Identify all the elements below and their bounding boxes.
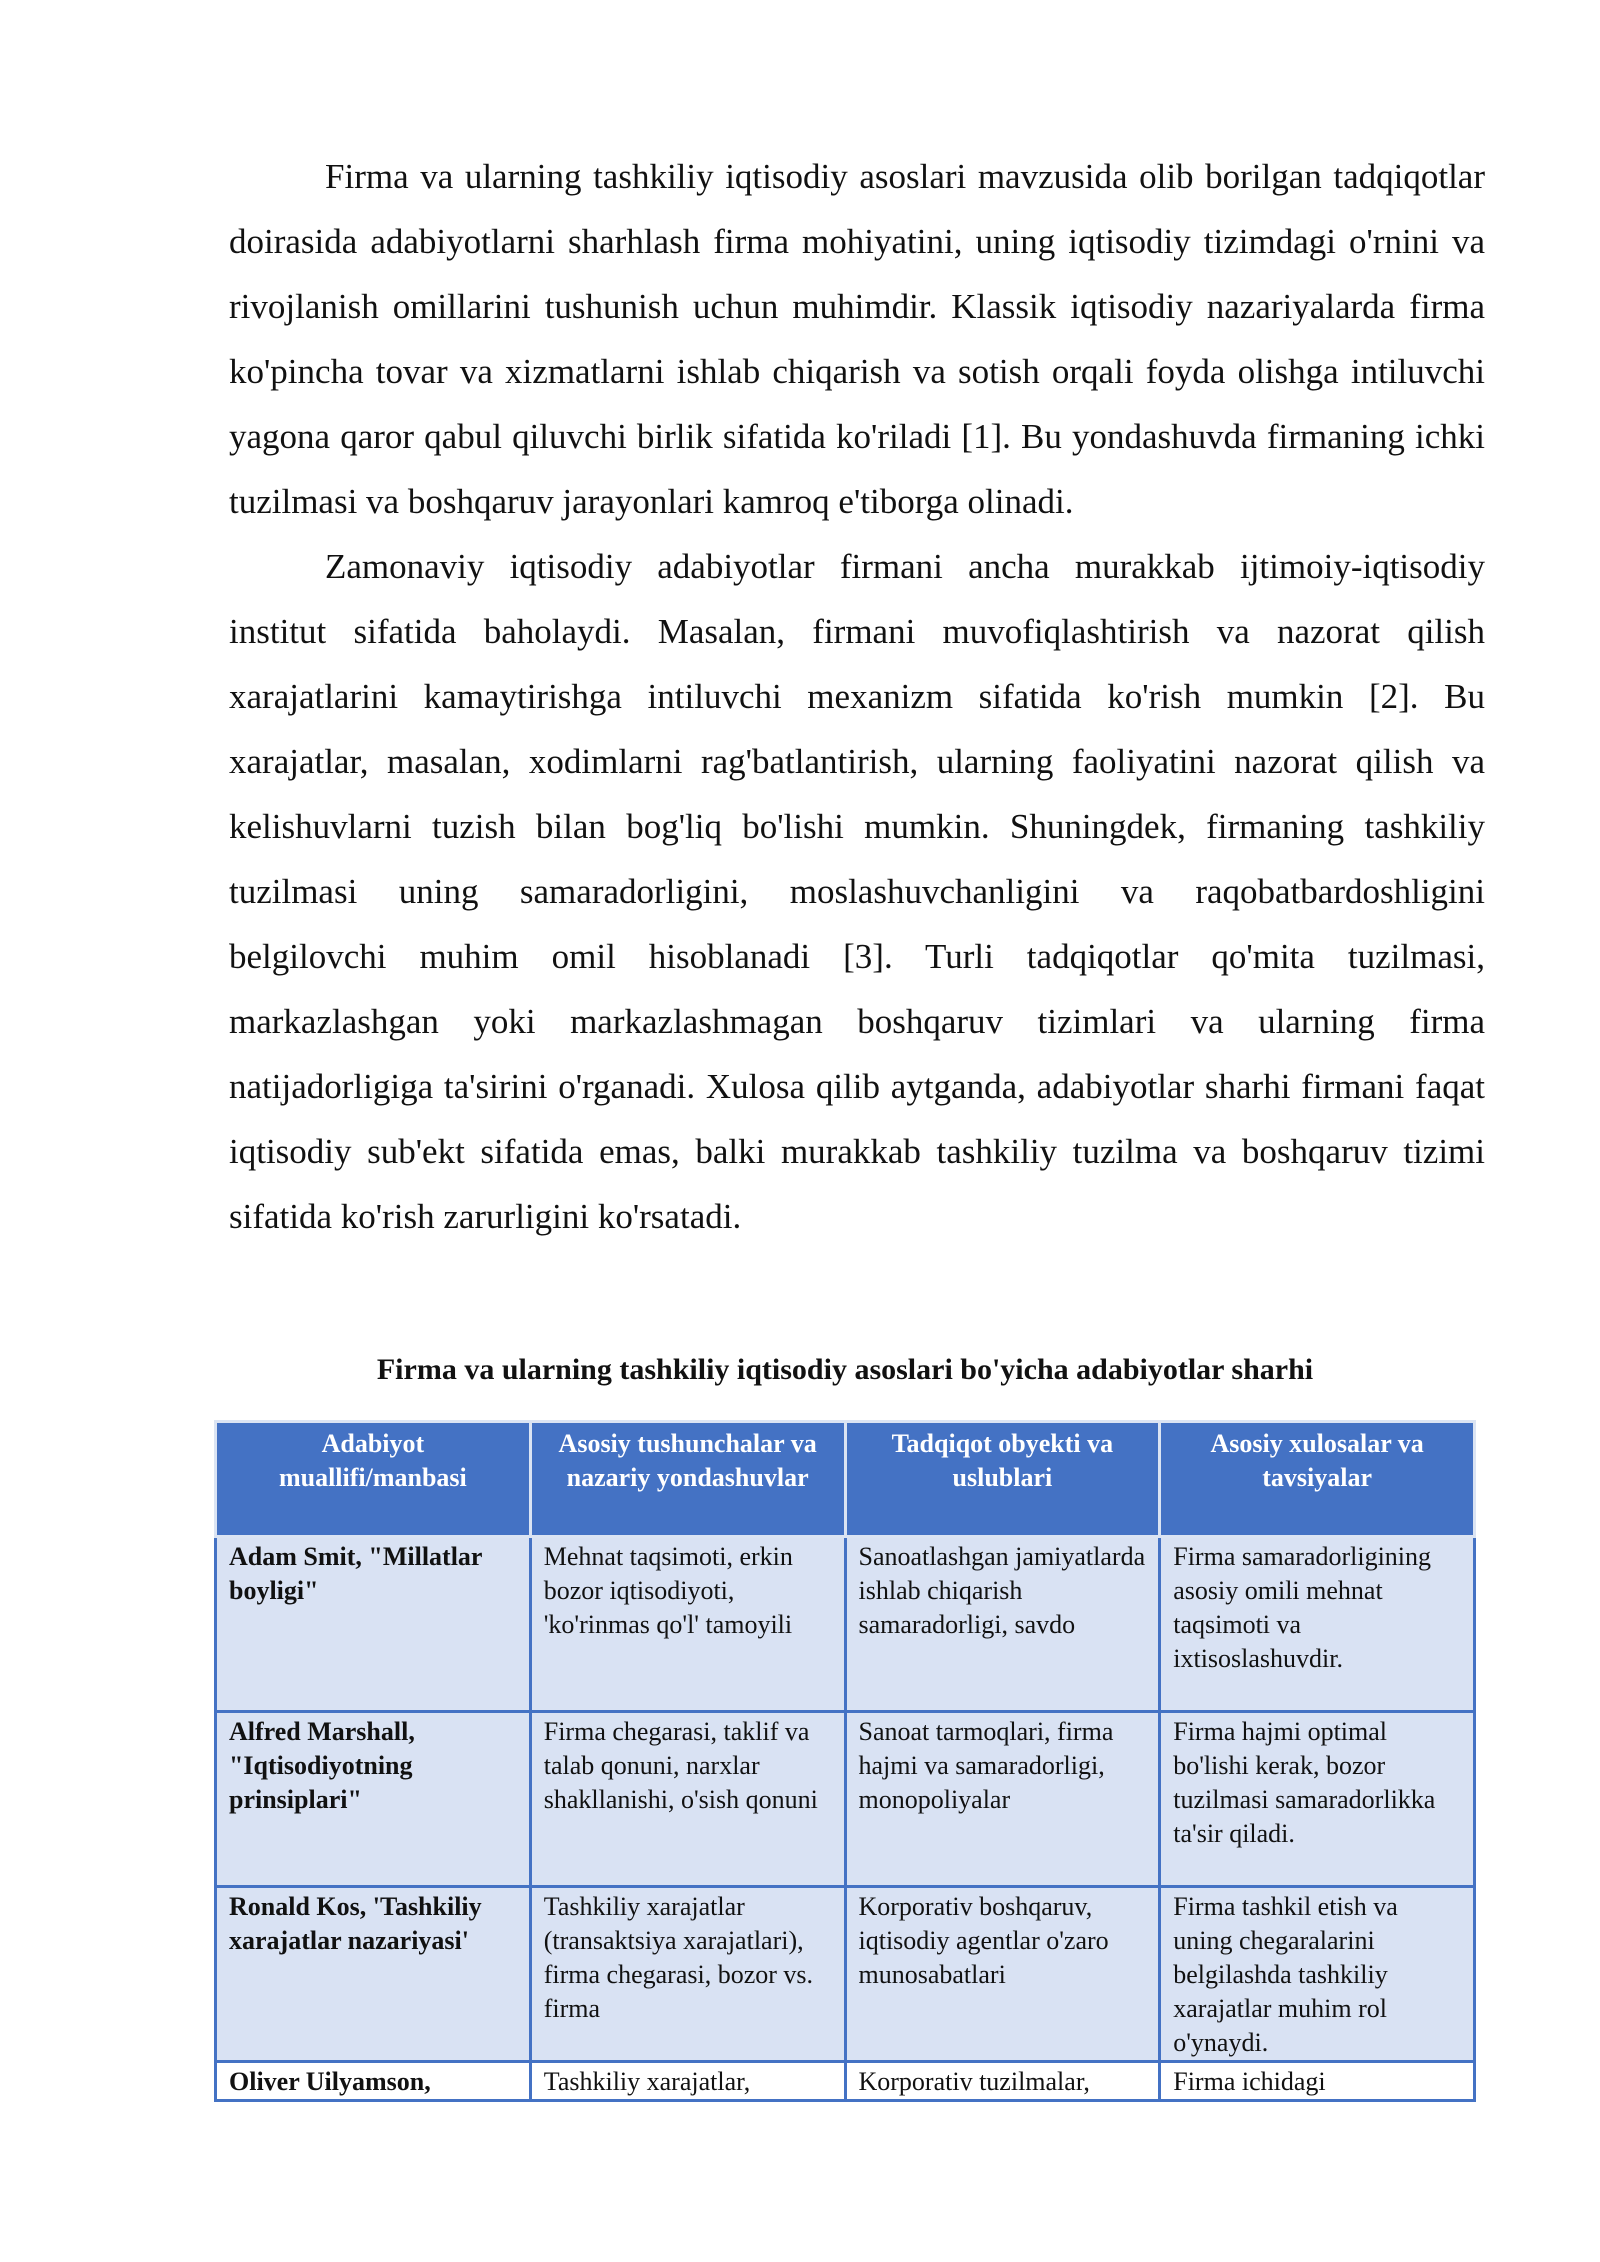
table-row (216, 1887, 1475, 2062)
cell-object: Korporativ boshqaruv, iqtisodiy agentlar o'zaro munosabatlari (845, 1887, 1160, 2062)
cell-conclusions: Firma tashkil etish va uning chegaralarini belgilashda tashkiliy xarajatlar muhim rol o'ynaydi. (1160, 1887, 1475, 2062)
cell-conclusions: Firma samaradorligining asosiy omili mehnat taqsimoti va ixtisoslashuvdir. (1160, 1537, 1475, 1712)
cell-object: Korporativ tuzilmalar, (845, 2062, 1160, 2101)
body-text (229, 144, 1485, 1249)
cell-conclusions: Firma hajmi optimal bo'lishi kerak, bozor tuzilmasi samaradorlikka ta'sir qiladi. (1160, 1712, 1475, 1887)
literature-review-table (214, 1420, 1476, 2102)
cell-concepts: Firma chegarasi, taklif va talab qonuni, narxlar shakllanishi, o'sish qonuni (530, 1712, 845, 1887)
header-object: Tadqiqot obyekti va uslublari (845, 1422, 1160, 1537)
cell-conclusions: Firma ichidagi (1160, 2062, 1475, 2101)
paragraph-2: Zamonaviy iqtisodiy adabiyotlar firmani ancha murakkab ijtimoiy-iqtisodiy institut sifatida baholaydi. Masalan, firmani muvofiqlashtirish va nazorat qilish xarajatlarini kamaytirishga intiluvchi mexanizm sifatida ko'rish mumkin [2]. Bu xarajatlar, masalan, xodimlarni rag'batlantirish, ularning faoliyatini nazorat qilish va kelishuvlarni tuzish bilan bog'liq bo'lishi mumkin. Shuningdek, firmaning tashkiliy tuzilmasi uning samaradorligini, moslashuvchanligini va raqobatbardoshligini belgilovchi muhim omil hisoblanadi [3]. Turli tadqiqotlar qo'mita tuzilmasi, markazlashgan yoki markazlashmagan boshqaruv tizimlari va ularning firma natijadorligiga ta'sirini o'rganadi. Xulosa qilib aytganda, adabiyotlar sharhi firmani faqat iqtisodiy sub'ekt sifatida emas, balki murakkab tashkiliy tuzilma va boshqaruv tizimi sifatida ko'rish zarurligini ko'rsatadi. (229, 547, 1485, 1236)
table-title: Firma va ularning tashkiliy iqtisodiy asoslari bo'yicha adabiyotlar sharhi (376, 1353, 1314, 1386)
header-author: Adabiyot muallifi/manbasi (216, 1422, 531, 1537)
cell-author: Alfred Marshall, "Iqtisodiyotning prinsiplari" (216, 1712, 531, 1887)
cell-author: Adam Smit, "Millatlar boyligi" (216, 1537, 531, 1712)
header-conclusions: Asosiy xulosalar va tavsiyalar (1160, 1422, 1475, 1537)
table-row (216, 2062, 1475, 2101)
cell-concepts: Tashkiliy xarajatlar, (530, 2062, 845, 2101)
cell-concepts: Tashkiliy xarajatlar (transaktsiya xarajatlari), firma chegarasi, bozor vs. firma (530, 1887, 845, 2062)
header-concepts: Asosiy tushunchalar va nazariy yondashuvlar (530, 1422, 845, 1537)
table-row (216, 1537, 1475, 1712)
cell-concepts: Mehnat taqsimoti, erkin bozor iqtisodiyoti, 'ko'rinmas qo'l' tamoyili (530, 1537, 845, 1712)
table-header-row (216, 1422, 1475, 1537)
cell-object: Sanoatlashgan jamiyatlarda ishlab chiqarish samaradorligi, savdo (845, 1537, 1160, 1712)
cell-author: Oliver Uilyamson, (216, 2062, 531, 2101)
paragraph-1: Firma va ularning tashkiliy iqtisodiy asoslari mavzusida olib borilgan tadqiqotlar doirasida adabiyotlarni sharhlash firma mohiyatini, uning iqtisodiy tizimdagi o'rnini va rivojlanish omillarini tushunish uchun muhimdir. Klassik iqtisodiy nazariyalarda firma ko'pincha tovar va xizmatlarni ishlab chiqarish va sotish orqali foyda olishga intiluvchi yagona qaror qabul qiluvchi birlik sifatida ko'riladi [1]. Bu yondashuvda firmaning ichki tuzilmasi va boshqaruv jarayonlari kamroq e'tiborga olinadi. (229, 157, 1485, 521)
cell-object: Sanoat tarmoqlari, firma hajmi va samaradorligi, monopoliyalar (845, 1712, 1160, 1887)
table-row (216, 1712, 1475, 1887)
cell-author: Ronald Kos, 'Tashkiliy xarajatlar nazariyasi' (216, 1887, 531, 2062)
